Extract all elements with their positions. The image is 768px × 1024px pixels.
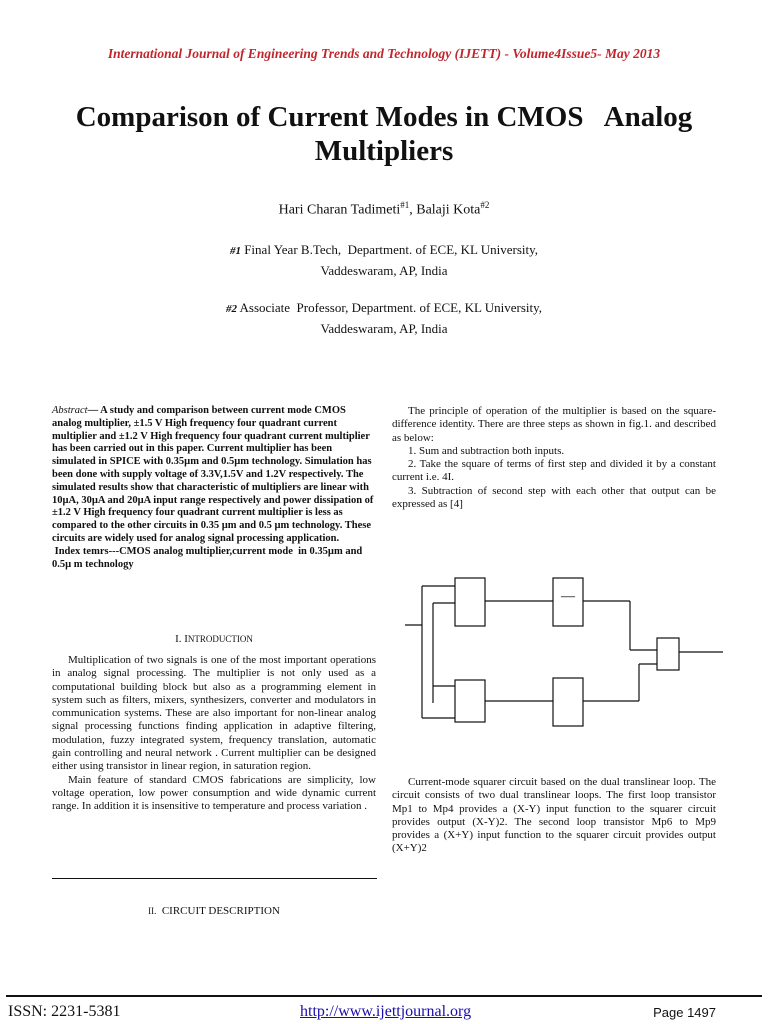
journal-header: International Journal of Engineering Trends and Technology (IJETT) - Volume4Issue5- May 2013 xyxy=(107,46,661,61)
index-terms: Index temrs---CMOS analog multiplier,current mode in 0.35µm and 0.5µ m technology xyxy=(52,545,365,570)
lower-sum-block xyxy=(455,680,485,722)
affiliation-2-line-2: Vaddeswaram, AP, India xyxy=(320,321,448,336)
paper-title xyxy=(20,100,748,168)
section-1-heading xyxy=(52,633,376,645)
paper-title-line-2: Multipliers xyxy=(314,135,454,167)
section-1-heading-rest: NTRODUCTION xyxy=(187,634,253,644)
lower-squarer-block xyxy=(553,678,583,726)
affiliation-2-line-1: Associate Professor, Department. of ECE, KL University, xyxy=(236,300,543,315)
right-column-top xyxy=(392,405,716,511)
right-column-bottom xyxy=(392,776,716,856)
minus-sign: — xyxy=(561,589,575,604)
subtractor-block xyxy=(657,638,679,670)
section-2-heading-rest: CIRCUIT DESCRIPTION xyxy=(161,905,280,917)
abstract-lead: Abstract xyxy=(52,405,88,416)
intro-paragraph-1: Multiplication of two signals is one of the most important operations in analog signal processing. The multiplier is not only used as a computational building block but also as a programming element in system such as filters, mixers, synthesizers, converter and modulators in communication systems. These are also important for non-linear analog signal processing functions finding application in adaptive filtering, modulation, fuzzy integrated system, frequency translation, automatic gain controlling and neural network . Current multiplier can be designed either using transistor in linear region, in saturation region. xyxy=(52,654,376,773)
step-1: 1. Sum and subtraction both inputs. xyxy=(408,444,565,457)
multiplier-block-diagram xyxy=(405,568,725,728)
section-2-heading xyxy=(52,905,376,917)
affiliation-1-line-2: Vaddeswaram, AP, India xyxy=(320,263,448,278)
principle-paragraph: The principle of operation of the multiplier is based on the square-difference identity. There are three steps as shown in fig.1. and described as below: xyxy=(392,405,716,444)
abstract-dash: — xyxy=(87,405,99,416)
section-1-heading-num: I. I xyxy=(175,633,188,645)
affiliation-1 xyxy=(0,240,768,281)
author-separator: , xyxy=(409,202,417,218)
section-2-heading-num: II. xyxy=(148,906,157,916)
section-1-body xyxy=(52,654,376,814)
affiliation-1-line-1: Final Year B.Tech, Department. of ECE, KL University, xyxy=(240,242,539,257)
affiliation-2-tag: #2 xyxy=(225,303,237,315)
abstract-text: A study and comparison between current mode CMOS analog multiplier, ±1.5 V High frequency four quadrant current multiplier and ±1.2 V High frequency four quadrant current multiplier has been carried out in this paper. Current multiplier has been simulated in SPICE with 0.35µm and 0.5µm technology. Simulation has been done with supply voltage of 3.3V,1.5V and 1.2V respectively. The simulated results show that characteristic of multipliers are linear with 10µA, 30µA and 20µA input range respectively and power dissipation of ±1.2 V High frequency four quadrant current multiplier is less as compared to the other circuits in 0.35 µm and 0.5 µm technology. These circuits are widely used for analog signal processing application. xyxy=(52,405,374,544)
affiliation-2 xyxy=(0,298,768,339)
journal-url-link[interactable]: http://www.ijettjournal.org xyxy=(300,1003,472,1020)
step-2: 2. Take the square of terms of first step and divided it by a constant current i.e. 4I. xyxy=(392,458,716,484)
author-1: Hari Charan Tadimeti xyxy=(278,202,401,218)
upper-sum-block xyxy=(455,578,485,626)
affiliation-1-tag: #1 xyxy=(229,245,241,257)
footer-rule xyxy=(6,995,762,997)
paper-title-line-1: Comparison of Current Modes in CMOS Analog xyxy=(75,101,693,133)
issn-label: ISSN: 2231-5381 xyxy=(8,1003,121,1020)
step-3: 3. Subtraction of second step with each other that output can be expressed as [4] xyxy=(392,484,716,511)
squarer-paragraph: Current-mode squarer circuit based on the dual translinear loop. The circuit consists of two dual translinear loops. The first loop transistor Mp1 to Mp4 provides a (X-Y) input function to the squarer circuit provides output (X-Y)2. The second loop transistor Mp6 to Mp9 provides a (X+Y) input function to the squarer circuit provides output (X+Y)2 xyxy=(392,776,716,855)
abstract-block xyxy=(52,405,376,571)
block-diagram-svg xyxy=(405,568,725,728)
page-number: Page 1497 xyxy=(653,1005,716,1020)
intro-paragraph-2: Main feature of standard CMOS fabrications are simplicity, low voltage operation, low power consumption and wide dynamic current range. In addition it is insensitive to temperature and process variation . xyxy=(52,773,376,813)
author-line xyxy=(0,200,768,219)
author-1-marker: #1 xyxy=(400,200,410,210)
author-2-marker: #2 xyxy=(480,200,490,210)
column-bottom-rule xyxy=(52,878,377,879)
author-2: Balaji Kota xyxy=(416,202,481,218)
